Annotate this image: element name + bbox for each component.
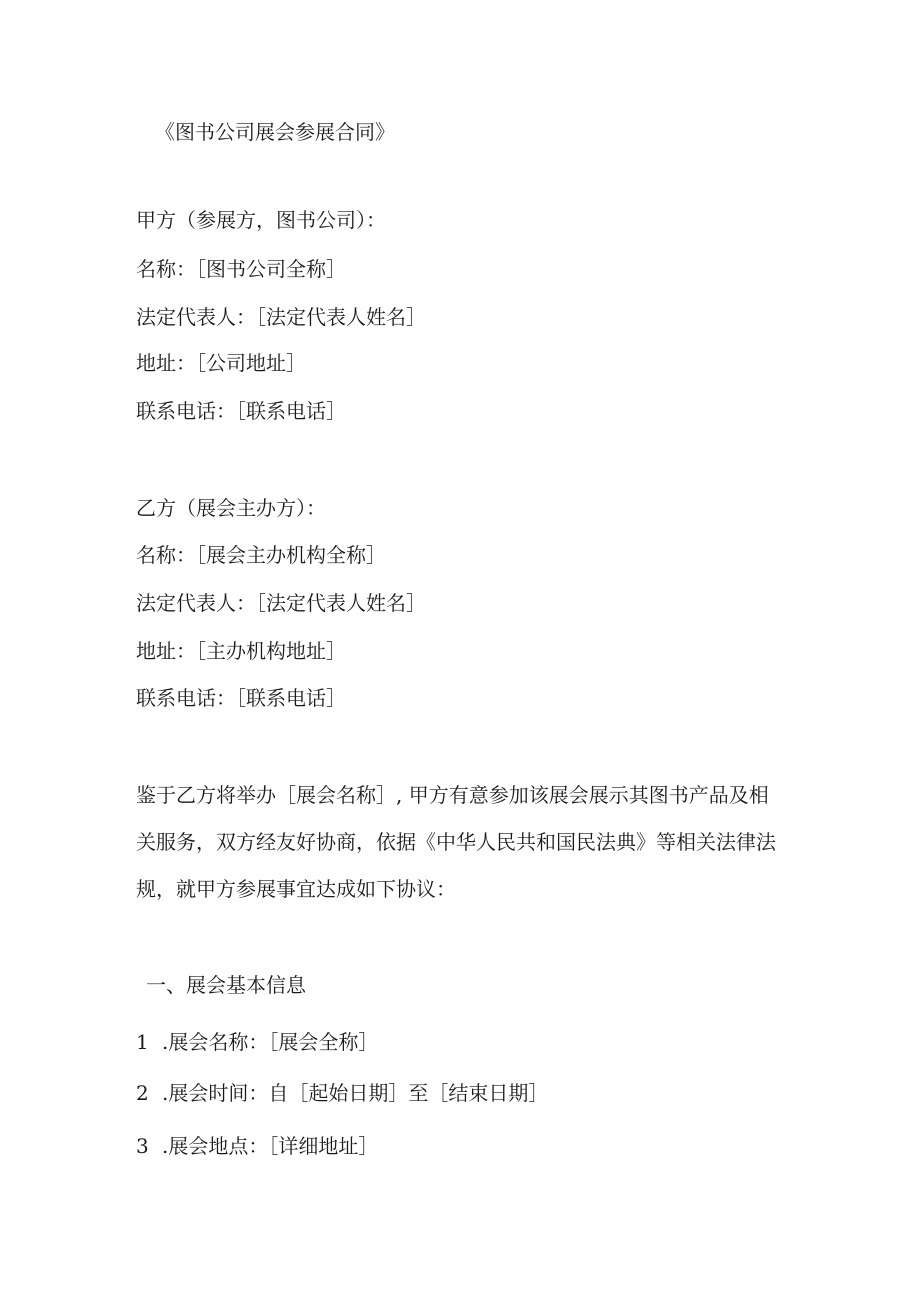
section-1-heading: 一、展会基本信息 — [146, 973, 306, 997]
party-b-name: 名称：［展会主办机构全称］ — [136, 543, 386, 567]
document-title: 《图书公司展会参展合同》 — [155, 120, 395, 144]
item-text: .展会地点：［详细地址］ — [162, 1134, 379, 1158]
party-a-phone: 联系电话：［联系电话］ — [136, 399, 346, 423]
party-a-heading: 甲方（参展方，图书公司）： — [136, 208, 386, 232]
item-text: .展会名称：［展会全称］ — [162, 1030, 379, 1054]
party-b-address: 地址：［主办机构地址］ — [136, 639, 346, 663]
preamble-line: 关服务，双方经友好协商，依据《中华人民共和国民法典》等相关法律法 — [136, 830, 776, 854]
item-number: 1 — [136, 1030, 149, 1054]
item-text: .展会时间：自［起始日期］至［结束日期］ — [162, 1081, 549, 1105]
party-b-representative: 法定代表人：［法定代表人姓名］ — [136, 591, 426, 615]
preamble-paragraph — [136, 772, 796, 913]
section-1-item — [136, 1081, 548, 1105]
party-a-address: 地址：［公司地址］ — [136, 351, 306, 375]
preamble-line: 规，就甲方参展事宜达成如下协议： — [136, 877, 456, 901]
item-number: 3 — [136, 1134, 149, 1158]
section-1-item — [136, 1134, 378, 1158]
party-a-representative: 法定代表人：［法定代表人姓名］ — [136, 305, 426, 329]
party-b-heading: 乙方（展会主办方）： — [136, 496, 326, 520]
item-number: 2 — [136, 1081, 149, 1105]
preamble-line: 鉴于乙方将举办［展会名称］, 甲方有意参加该展会展示其图书产品及相 — [136, 783, 769, 807]
section-1-item — [136, 1030, 378, 1054]
party-b-phone: 联系电话：［联系电话］ — [136, 686, 346, 710]
party-a-name: 名称：［图书公司全称］ — [136, 257, 346, 281]
